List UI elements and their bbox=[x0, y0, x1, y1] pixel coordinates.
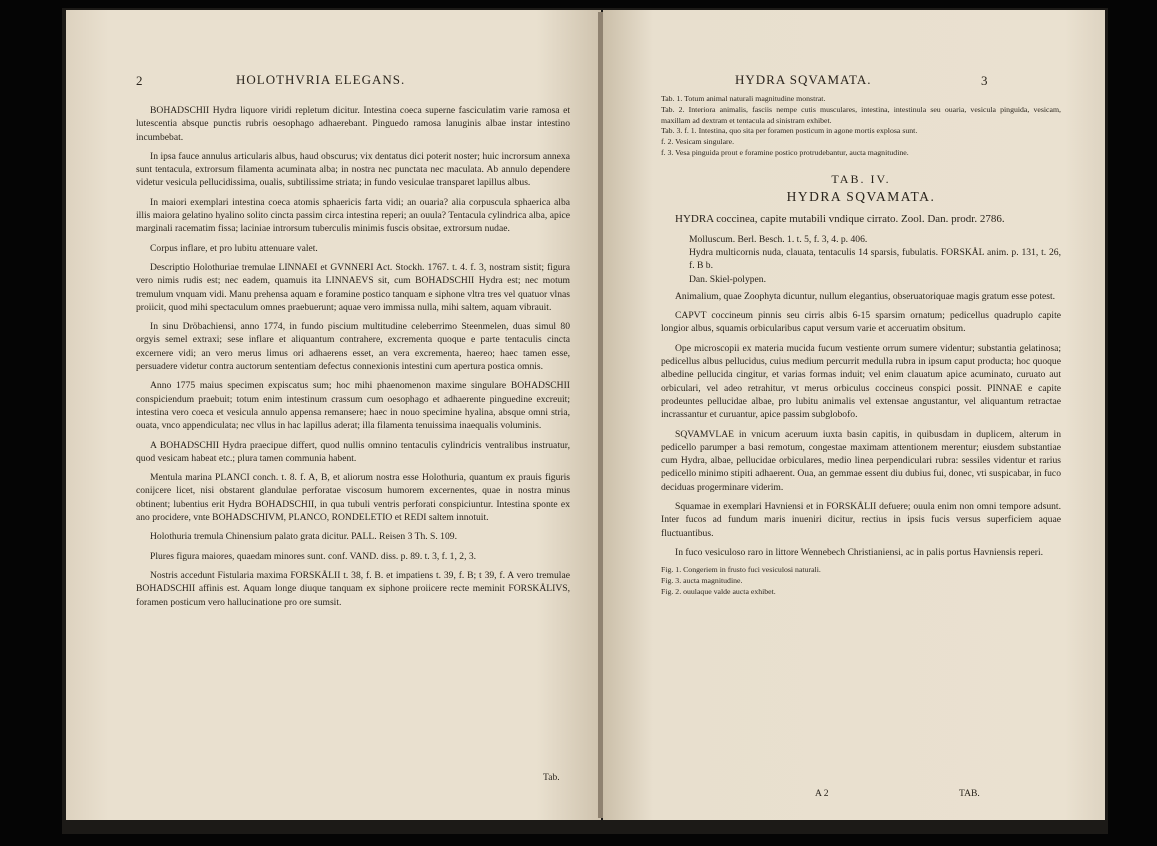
left-body-text bbox=[136, 104, 570, 615]
tab-label: TAB. IV. bbox=[831, 171, 891, 186]
figure-note: f. 3. Vesa pinguida prout e foramine postico protrudebantur, aucta magnitudine. bbox=[661, 147, 909, 157]
paragraph: In fuco vesiculoso raro in littore Wennebech Christianiensi, ac in palis portus Havniensis reperi. bbox=[675, 546, 1044, 558]
paragraph: CAPVT coccineum pinnis seu cirris albis 6-15 sparsim ornatum; pedicellus quadruplo capite longior albus, squamis orbicularibus caput versum varie et acceruatim obsitum. bbox=[661, 310, 1061, 335]
paragraph: Nostris accedunt Fistularia maxima FORSKÅLII t. 38, f. B. et impatiens t. 39, f. B; t 39, f. A vero tremulae BOHADSCHII affinis est. Aquam longe diuque tanquam ex siphone proiicere recte meminit FORSKÅLIVS, foramen posticum vero hallucinatione pro ore sumsit. bbox=[136, 569, 570, 608]
paragraph: Plures figura maiores, quaedam minores sunt. conf. VAND. diss. p. 89. t. 3, f. 1, 2, 3. bbox=[150, 550, 477, 562]
paragraph: Mentula marina PLANCI conch. t. 8. f. A, B, et aliorum nostra esse Holothuria, quantum ex prauis figuris conijcere licet, nisi obstarent glandulae perforatae viscosum humorem excernentes, quae in nostra minus obtinent; lubentius erit Hydra BOHADSCHII, in qua tubuli ventris perforati conspiciuntur. Intestina sponte ex ano procidere, vnte BOHADSCHIVM, PLANCO, RONDELETIO et REDI saltem innotuit. bbox=[136, 472, 570, 524]
paragraph: In maiori exemplari intestina coeca atomis sphaericis farta vidi; an ouaria? alia corpuscula sphaerica alba illis maiora gelatino hyalino solito cincta passim circa intestina reperi; an ouula? Tentacula cylindrica alba, apice marginali racematim fissa; laciniae introrsum tuberculis minimis fuscis obsitae, extrorsum nudae. bbox=[136, 196, 570, 235]
lead-line: HYDRA coccinea, capite mutabili vndique cirrato. Zool. Dan. prodr. 2786. bbox=[675, 213, 1005, 226]
paragraph: Animalium, quae Zoophyta dicuntur, nullum elegantius, obseruatoriquae magis gratum esse potest. bbox=[675, 290, 1056, 302]
running-head: HOLOTHVRIA ELEGANS. bbox=[236, 72, 406, 87]
paragraph: Descriptio Holothuriae tremulae LINNAEI et GVNNERI Act. Stockh. 1767. t. 4. f. 3, nostram sistit; figura vero nimis rudis est; nec eadem, quamuis ita LINNAEVS sit, cum BOHADSCHII Hydra est; nec motum tremulum vnquam vidi. Manu prehensa aquam e foramine postico tanquam e siphone vltra tres vel quatuor vlnas proiicit, quod mihi spectaculum omnes praebuerunt; aquae vero immissa nulla, mihi saltem, aquam vibrauit. bbox=[136, 261, 570, 313]
synonym: Hydra multicornis nuda, clauata, tentaculis 14 sparsis, fubulatis. FORSKÅL anim. p. 131, t. 26, f. B b. bbox=[689, 246, 1061, 272]
catchword: TAB. bbox=[959, 788, 980, 799]
figure-note: f. 2. Vesicam singulare. bbox=[661, 137, 735, 147]
figure-caption: Fig. 1. Congeriem in frusto fuci vesiculosi naturali. bbox=[661, 565, 821, 575]
figure-note: Tab. 3. f. 1. Intestina, quo sita per foramen posticum in agone mortis explosa sunt. bbox=[661, 126, 918, 136]
page-number: 2 bbox=[136, 73, 143, 88]
paragraph: BOHADSCHII Hydra liquore viridi repletum dicitur. Intestina coeca superne fasciculatim varie ramosa et lutescentia absque punctis rubris oesophago adhaerebant. Pinguedo ramosa lanuginis albae instar intestino incumbebat. bbox=[136, 105, 570, 143]
figure-captions bbox=[661, 565, 1061, 597]
paragraph: In ipsa fauce annulus articularis albus, haud obscurus; vix dentatus dici poterit noster; huic incrorsum annexa sunt tentacula, extrorsum filamenta acuminata alba; in nostra nec punctata nec maculata. Ab annulo dependere videtur vesicula pellucidissima, oualis, subtilissime striata; in fundo vesiculae transparet lapillus albus. bbox=[136, 150, 570, 189]
paragraph: Corpus inflare, et pro lubitu attenuare valet. bbox=[150, 242, 318, 254]
paragraph: A BOHADSCHII Hydra praecipue differt, quod nullis omnino tentaculis cylindricis ventralibus instruatur, quod vesicam habeat etc.; plura tamen communia habent. bbox=[136, 439, 570, 464]
figure-note: Tab. 2. Interiora animalis, fasciis nempe cutis musculares, intestina, intestinula seu ouaria, vesicula pinguida, vesicam, maxillam ad dextram et tentacula ad sinistram exhibet. bbox=[661, 104, 1061, 125]
synonym-list bbox=[661, 233, 1061, 286]
catchword: Tab. bbox=[543, 772, 560, 783]
right-body bbox=[661, 94, 1061, 598]
right-page bbox=[603, 10, 1105, 820]
figure-caption: Fig. 3. aucta magnitudine. bbox=[661, 576, 743, 585]
figure-caption: Fig. 2. ouulaque valde aucta exhibet. bbox=[661, 586, 776, 596]
left-page bbox=[66, 10, 601, 820]
running-head: HYDRA SQVAMATA. bbox=[735, 72, 872, 87]
paragraph: Anno 1775 maius specimen expiscatus sum; hoc mihi phaenomenon maxime singulare BOHADSCHII conspiciendum praebuit; totum enim intestinum crassum cum oesophago et adhaerente pinguedine excreuit; intestina vero coeca et vesicula annulo appensa remansere; haec in nouo specimine hyalina, absque omni stria, ouata, vnco appendiculata; nec vllus in hac lapillus aderat; illa filamenta tenuissima inaequalis voluminis. bbox=[136, 380, 570, 432]
right-paragraphs bbox=[661, 290, 1061, 559]
species-title: HYDRA SQVAMATA. bbox=[786, 189, 936, 205]
synonym: Molluscum. Berl. Besch. 1. t. 5, f. 3, 4. p. 406. bbox=[689, 233, 868, 245]
page-number: 3 bbox=[981, 73, 988, 88]
synonym: Dan. Skiel-polypen. bbox=[689, 273, 767, 285]
paragraph: Ope microscopii ex materia mucida fucum vestiente orrum sumere videntur; substantia gelatinosa; pedicellus albus pellucidus, cuius medium percurrit medulla rubra in ipsum caput producta; hoc quoque albedine pellucida cingitur, et varias formas induit; vel enim clauatum apice acuminato, curuato aut orbiculari, vel adeo retrahitur, vt merus orbiculus coccineus conspici possit. PINNAE e capite prodeuntes pellucidae albae, pro lubitu animalis vel extensae angustantur, vel aliquantum retractae incrassantur et curuantur, apice passim subglobofo. bbox=[661, 342, 1061, 421]
paragraph: Holothuria tremula Chinensium palato grata dicitur. PALL. Reisen 3 Th. S. 109. bbox=[150, 531, 457, 543]
figure-notes bbox=[661, 94, 1061, 159]
paragraph: In sinu Dröbachiensi, anno 1774, in fundo piscium multitudine celeberrimo Steenmelen, duas simul 80 orgyis semel extraxi; sese inflare et aliquantum contrahere, excrementa quoque e parte tentaculis cincta excernere vidi; an vero merus limus ori adhaerens esset, an vera excrementa, haereo; haec tamen esse, persuadere videtur contra auctorum sententiam defectus connexionis intestini cum apertura postica omnis. bbox=[136, 321, 570, 373]
paragraph: Squamae in exemplari Havniensi et in FORSKÅLII defuere; ouula enim non omni tempore adsunt. Inter fucos ad fundum maris inueniri dicitur, rectius in ipsis fucis versus superficiem aquae fluctuantibus. bbox=[661, 501, 1061, 539]
paragraph: SQVAMVLAE in vnicum aceruum iuxta basin capitis, in quibusdam in duplicem, alterum in pedicello parumper a basi remotum, congestae maximam attentionem merentur; eiusdem substantiae cum Hydra, albae, pellucidae orbiculares, medio linea perpendiculari rubra: sessiles videntur et rarius pedicello minimo stipiti adhaerent. Oua, an gemmae essent diu dubius fui, donec, vti suspicabar, in fuco deciduas progerminare viderim. bbox=[661, 428, 1061, 493]
signature: A 2 bbox=[815, 788, 829, 799]
figure-note: Tab. 1. Totum animal naturali magnitudine monstrat. bbox=[661, 94, 826, 103]
